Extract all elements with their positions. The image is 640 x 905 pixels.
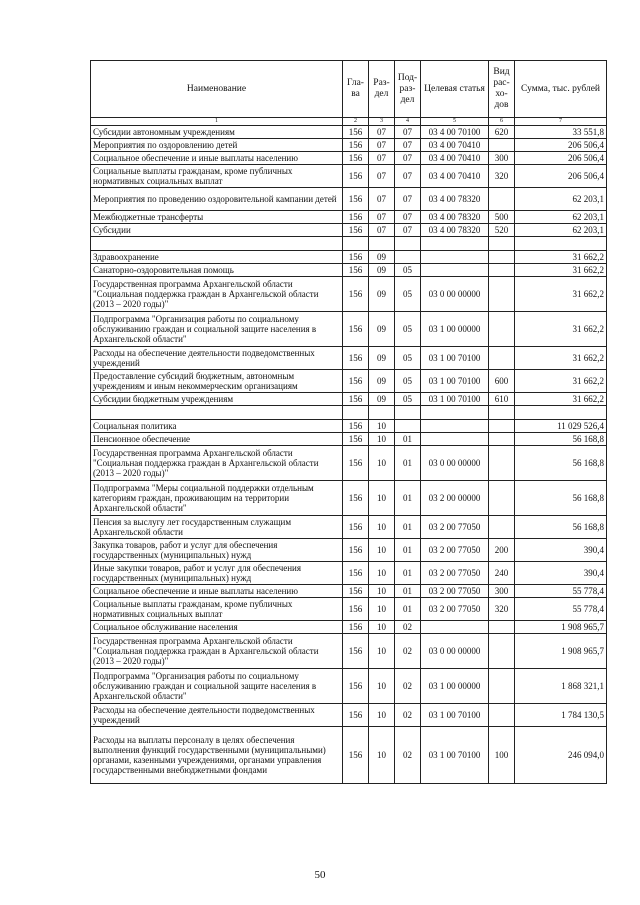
row-name: Социальное обслуживание населения: [91, 621, 343, 634]
row-vid: 300: [489, 152, 515, 165]
row-podrazdel: 02: [395, 621, 421, 634]
row-razdel: 09: [369, 264, 395, 277]
column-number: 3: [369, 118, 395, 126]
row-statya: 03 1 00 70100: [421, 370, 489, 393]
row-vid: [489, 264, 515, 277]
row-vid: [489, 446, 515, 481]
row-name: Мероприятия по оздоровлению детей: [91, 139, 343, 152]
row-summa: 31 662,2: [515, 370, 607, 393]
row-glava: 156: [343, 347, 369, 370]
row-vid: [489, 139, 515, 152]
row-podrazdel: 07: [395, 165, 421, 188]
row-statya: 03 2 00 77050: [421, 516, 489, 539]
row-razdel: 10: [369, 481, 395, 516]
row-vid: 320: [489, 598, 515, 621]
header-name: Наименование: [91, 61, 343, 118]
row-summa: 206 506,4: [515, 165, 607, 188]
row-razdel: 07: [369, 211, 395, 224]
row-glava: 156: [343, 562, 369, 585]
row-name: Расходы на обеспечение деятельности подведомственных учреждений: [91, 704, 343, 727]
row-glava: 156: [343, 370, 369, 393]
row-vid: [489, 669, 515, 704]
row-summa: 56 168,8: [515, 446, 607, 481]
row-statya: 03 4 00 78320: [421, 188, 489, 211]
row-summa: [515, 406, 607, 420]
row-name: Предоставление субсидий бюджетным, автономным учреждениям и иным некоммерческим организациям: [91, 370, 343, 393]
row-razdel: 07: [369, 152, 395, 165]
row-razdel: 10: [369, 539, 395, 562]
row-summa: 31 662,2: [515, 347, 607, 370]
row-glava: 156: [343, 598, 369, 621]
row-name: Субсидии: [91, 224, 343, 237]
row-name: [91, 237, 343, 251]
row-podrazdel: 02: [395, 704, 421, 727]
table-spacer-row: [91, 406, 607, 420]
row-vid: [489, 481, 515, 516]
row-podrazdel: 07: [395, 139, 421, 152]
row-glava: 156: [343, 188, 369, 211]
row-name: Пенсионное обеспечение: [91, 433, 343, 446]
row-razdel: 10: [369, 433, 395, 446]
row-statya: 03 4 00 70410: [421, 152, 489, 165]
row-glava: 156: [343, 251, 369, 264]
header-glava: Гла-ва: [343, 61, 369, 118]
row-name: Субсидии бюджетным учреждениям: [91, 393, 343, 406]
row-name: Расходы на обеспечение деятельности подведомственных учреждений: [91, 347, 343, 370]
row-statya: [421, 621, 489, 634]
row-statya: [421, 420, 489, 433]
row-statya: [421, 406, 489, 420]
header-statya: Целевая статья: [421, 61, 489, 118]
row-glava: 156: [343, 433, 369, 446]
row-podrazdel: 02: [395, 634, 421, 669]
row-podrazdel: 05: [395, 393, 421, 406]
row-podrazdel: 07: [395, 126, 421, 139]
row-razdel: 10: [369, 562, 395, 585]
row-summa: 1 868 321,1: [515, 669, 607, 704]
row-razdel: 09: [369, 312, 395, 347]
table-row: [91, 347, 607, 370]
table-row: [91, 539, 607, 562]
row-glava: 156: [343, 516, 369, 539]
table-row: [91, 139, 607, 152]
row-statya: 03 1 00 70100: [421, 393, 489, 406]
row-summa: 56 168,8: [515, 481, 607, 516]
row-vid: [489, 433, 515, 446]
row-statya: 03 4 00 78320: [421, 211, 489, 224]
row-statya: 03 0 00 00000: [421, 446, 489, 481]
row-summa: 31 662,2: [515, 264, 607, 277]
row-name: Иные закупки товаров, работ и услуг для обеспечения государственных (муниципальных) нужд: [91, 562, 343, 585]
row-statya: [421, 237, 489, 251]
row-statya: 03 2 00 00000: [421, 481, 489, 516]
row-name: Расходы на выплаты персоналу в целях обеспечения выполнения функций государственными (муниципальными) органами, казенными учреждениями, органами управления государственными внебюджетными фондами: [91, 727, 343, 784]
table-row: [91, 251, 607, 264]
row-name: Государственная программа Архангельской области "Социальная поддержка граждан в Архангельской области (2013 – 2020 годы)": [91, 634, 343, 669]
row-podrazdel: 01: [395, 539, 421, 562]
row-summa: 62 203,1: [515, 188, 607, 211]
row-summa: 1 908 965,7: [515, 634, 607, 669]
row-podrazdel: [395, 406, 421, 420]
row-name: Субсидии автономным учреждениям: [91, 126, 343, 139]
row-razdel: 09: [369, 347, 395, 370]
row-razdel: [369, 237, 395, 251]
table-row: [91, 727, 607, 784]
header-summa: Сумма, тыс. рублей: [515, 61, 607, 118]
row-name: Социальное обеспечение и иные выплаты населению: [91, 585, 343, 598]
row-podrazdel: 01: [395, 585, 421, 598]
row-razdel: 09: [369, 277, 395, 312]
table-row: [91, 370, 607, 393]
row-statya: [421, 264, 489, 277]
row-podrazdel: 01: [395, 562, 421, 585]
row-statya: 03 4 00 70410: [421, 165, 489, 188]
table-row: [91, 481, 607, 516]
table-body: [91, 126, 607, 784]
table-row: [91, 211, 607, 224]
header-razdel: Раз-дел: [369, 61, 395, 118]
row-name: Межбюджетные трансферты: [91, 211, 343, 224]
row-razdel: 07: [369, 188, 395, 211]
row-podrazdel: 01: [395, 516, 421, 539]
row-statya: 03 0 00 00000: [421, 277, 489, 312]
row-glava: 156: [343, 539, 369, 562]
row-statya: 03 2 00 77050: [421, 598, 489, 621]
row-summa: 31 662,2: [515, 277, 607, 312]
row-summa: [515, 237, 607, 251]
row-glava: 156: [343, 264, 369, 277]
row-glava: 156: [343, 704, 369, 727]
row-razdel: 10: [369, 598, 395, 621]
table-row: [91, 312, 607, 347]
row-vid: 520: [489, 224, 515, 237]
table-row: [91, 420, 607, 433]
row-podrazdel: 02: [395, 727, 421, 784]
row-glava: 156: [343, 139, 369, 152]
row-summa: 31 662,2: [515, 393, 607, 406]
row-podrazdel: 02: [395, 669, 421, 704]
table-row: [91, 704, 607, 727]
row-summa: 206 506,4: [515, 139, 607, 152]
row-summa: 62 203,1: [515, 224, 607, 237]
row-summa: 390,4: [515, 539, 607, 562]
row-vid: 240: [489, 562, 515, 585]
table-row: [91, 634, 607, 669]
row-razdel: 07: [369, 224, 395, 237]
row-statya: 03 1 00 70100: [421, 704, 489, 727]
row-vid: 620: [489, 126, 515, 139]
row-glava: 156: [343, 277, 369, 312]
row-statya: 03 4 00 70100: [421, 126, 489, 139]
row-statya: 03 2 00 77050: [421, 539, 489, 562]
row-name: Подпрограмма "Организация работы по социальному обслуживанию граждан и социальной защите населения в Архангельской области": [91, 312, 343, 347]
table-row: [91, 621, 607, 634]
row-razdel: 10: [369, 621, 395, 634]
row-name: Подпрограмма "Организация работы по социальному обслуживанию граждан и социальной защите населения в Архангельской области": [91, 669, 343, 704]
row-glava: 156: [343, 727, 369, 784]
row-razdel: 09: [369, 251, 395, 264]
row-razdel: 10: [369, 727, 395, 784]
row-razdel: 07: [369, 165, 395, 188]
table-row: [91, 165, 607, 188]
table-row: [91, 126, 607, 139]
row-razdel: 10: [369, 516, 395, 539]
row-razdel: 10: [369, 420, 395, 433]
row-glava: 156: [343, 312, 369, 347]
row-razdel: 07: [369, 126, 395, 139]
row-glava: 156: [343, 420, 369, 433]
row-vid: 300: [489, 585, 515, 598]
row-name: Здравоохранение: [91, 251, 343, 264]
row-vid: 610: [489, 393, 515, 406]
row-glava: 156: [343, 669, 369, 704]
row-razdel: 10: [369, 704, 395, 727]
table-row: [91, 277, 607, 312]
row-podrazdel: 01: [395, 433, 421, 446]
row-statya: 03 1 00 00000: [421, 312, 489, 347]
row-statya: 03 1 00 70100: [421, 347, 489, 370]
row-statya: 03 2 00 77050: [421, 585, 489, 598]
row-vid: [489, 516, 515, 539]
row-razdel: 07: [369, 139, 395, 152]
row-vid: [489, 420, 515, 433]
table-row: [91, 598, 607, 621]
row-glava: 156: [343, 621, 369, 634]
row-podrazdel: 05: [395, 312, 421, 347]
row-vid: [489, 621, 515, 634]
row-name: Мероприятия по проведению оздоровительной кампании детей: [91, 188, 343, 211]
header-vid: Вид рас-хо-дов: [489, 61, 515, 118]
row-podrazdel: 01: [395, 481, 421, 516]
row-podrazdel: 07: [395, 224, 421, 237]
row-vid: [489, 312, 515, 347]
table-spacer-row: [91, 237, 607, 251]
row-glava: 156: [343, 481, 369, 516]
row-vid: [489, 251, 515, 264]
column-number: 6: [489, 118, 515, 126]
row-podrazdel: 07: [395, 211, 421, 224]
row-summa: 55 778,4: [515, 585, 607, 598]
row-name: Социальное обеспечение и иные выплаты населению: [91, 152, 343, 165]
row-podrazdel: [395, 251, 421, 264]
row-vid: 500: [489, 211, 515, 224]
row-summa: 62 203,1: [515, 211, 607, 224]
row-podrazdel: 01: [395, 446, 421, 481]
row-vid: [489, 406, 515, 420]
row-glava: 156: [343, 211, 369, 224]
row-glava: 156: [343, 446, 369, 481]
row-summa: 56 168,8: [515, 516, 607, 539]
row-name: Социальные выплаты гражданам, кроме публичных нормативных социальных выплат: [91, 165, 343, 188]
row-statya: 03 1 00 70100: [421, 727, 489, 784]
row-summa: 246 094,0: [515, 727, 607, 784]
row-name: Государственная программа Архангельской области "Социальная поддержка граждан в Архангельской области (2013 – 2020 годы)": [91, 277, 343, 312]
row-glava: [343, 237, 369, 251]
row-vid: 200: [489, 539, 515, 562]
column-number-row: [91, 118, 607, 126]
row-razdel: 10: [369, 585, 395, 598]
row-statya: [421, 433, 489, 446]
column-number: 7: [515, 118, 607, 126]
row-summa: 1 908 965,7: [515, 621, 607, 634]
table-row: [91, 562, 607, 585]
page-number: 50: [314, 869, 326, 881]
row-summa: 206 506,4: [515, 152, 607, 165]
row-podrazdel: 01: [395, 598, 421, 621]
column-number: 5: [421, 118, 489, 126]
row-razdel: [369, 406, 395, 420]
table-row: [91, 152, 607, 165]
row-statya: [421, 251, 489, 264]
row-podrazdel: 05: [395, 347, 421, 370]
budget-table-sheet: [90, 60, 606, 784]
row-name: Закупка товаров, работ и услуг для обеспечения государственных (муниципальных) нужд: [91, 539, 343, 562]
table-row: [91, 669, 607, 704]
row-name: Социальные выплаты гражданам, кроме публичных нормативных социальных выплат: [91, 598, 343, 621]
row-vid: [489, 347, 515, 370]
table-row: [91, 446, 607, 481]
row-razdel: 09: [369, 393, 395, 406]
row-name: Социальная политика: [91, 420, 343, 433]
row-name: Государственная программа Архангельской области "Социальная поддержка граждан в Архангельской области (2013 – 2020 годы)": [91, 446, 343, 481]
row-podrazdel: 07: [395, 188, 421, 211]
row-name: Подпрограмма "Меры социальной поддержки отдельным категориям граждан, проживающим на территории Архангельской области": [91, 481, 343, 516]
row-vid: [489, 277, 515, 312]
row-summa: 55 778,4: [515, 598, 607, 621]
row-glava: 156: [343, 224, 369, 237]
row-podrazdel: 05: [395, 277, 421, 312]
row-podrazdel: 05: [395, 370, 421, 393]
row-razdel: 10: [369, 446, 395, 481]
row-glava: 156: [343, 165, 369, 188]
budget-table: [90, 60, 607, 784]
table-header-row: [91, 61, 607, 118]
table-row: [91, 188, 607, 211]
row-glava: [343, 406, 369, 420]
table-row: [91, 516, 607, 539]
row-podrazdel: [395, 237, 421, 251]
header-podrazdel: Под-раз-дел: [395, 61, 421, 118]
row-summa: 31 662,2: [515, 251, 607, 264]
row-summa: 11 029 526,4: [515, 420, 607, 433]
row-vid: [489, 704, 515, 727]
row-statya: 03 4 00 70410: [421, 139, 489, 152]
row-glava: 156: [343, 126, 369, 139]
row-glava: 156: [343, 634, 369, 669]
table-row: [91, 433, 607, 446]
row-vid: 100: [489, 727, 515, 784]
row-vid: 600: [489, 370, 515, 393]
row-podrazdel: 05: [395, 264, 421, 277]
row-name: Санаторно-оздоровительная помощь: [91, 264, 343, 277]
row-name: Пенсия за выслугу лет государственным служащим Архангельской области: [91, 516, 343, 539]
row-statya: 03 2 00 77050: [421, 562, 489, 585]
table-row: [91, 224, 607, 237]
row-razdel: 10: [369, 669, 395, 704]
row-summa: 390,4: [515, 562, 607, 585]
row-podrazdel: 07: [395, 152, 421, 165]
table-row: [91, 264, 607, 277]
row-vid: [489, 237, 515, 251]
row-razdel: 10: [369, 634, 395, 669]
row-summa: 1 784 130,5: [515, 704, 607, 727]
row-statya: 03 1 00 00000: [421, 669, 489, 704]
row-vid: [489, 188, 515, 211]
row-statya: 03 0 00 00000: [421, 634, 489, 669]
column-number: 2: [343, 118, 369, 126]
table-row: [91, 393, 607, 406]
row-glava: 156: [343, 393, 369, 406]
row-summa: 33 551,8: [515, 126, 607, 139]
row-name: [91, 406, 343, 420]
row-razdel: 09: [369, 370, 395, 393]
row-summa: 31 662,2: [515, 312, 607, 347]
row-statya: 03 4 00 78320: [421, 224, 489, 237]
table-row: [91, 585, 607, 598]
row-glava: 156: [343, 585, 369, 598]
row-vid: 320: [489, 165, 515, 188]
row-podrazdel: [395, 420, 421, 433]
row-summa: 56 168,8: [515, 433, 607, 446]
column-number: 1: [91, 118, 343, 126]
row-glava: 156: [343, 152, 369, 165]
column-number: 4: [395, 118, 421, 126]
row-vid: [489, 634, 515, 669]
